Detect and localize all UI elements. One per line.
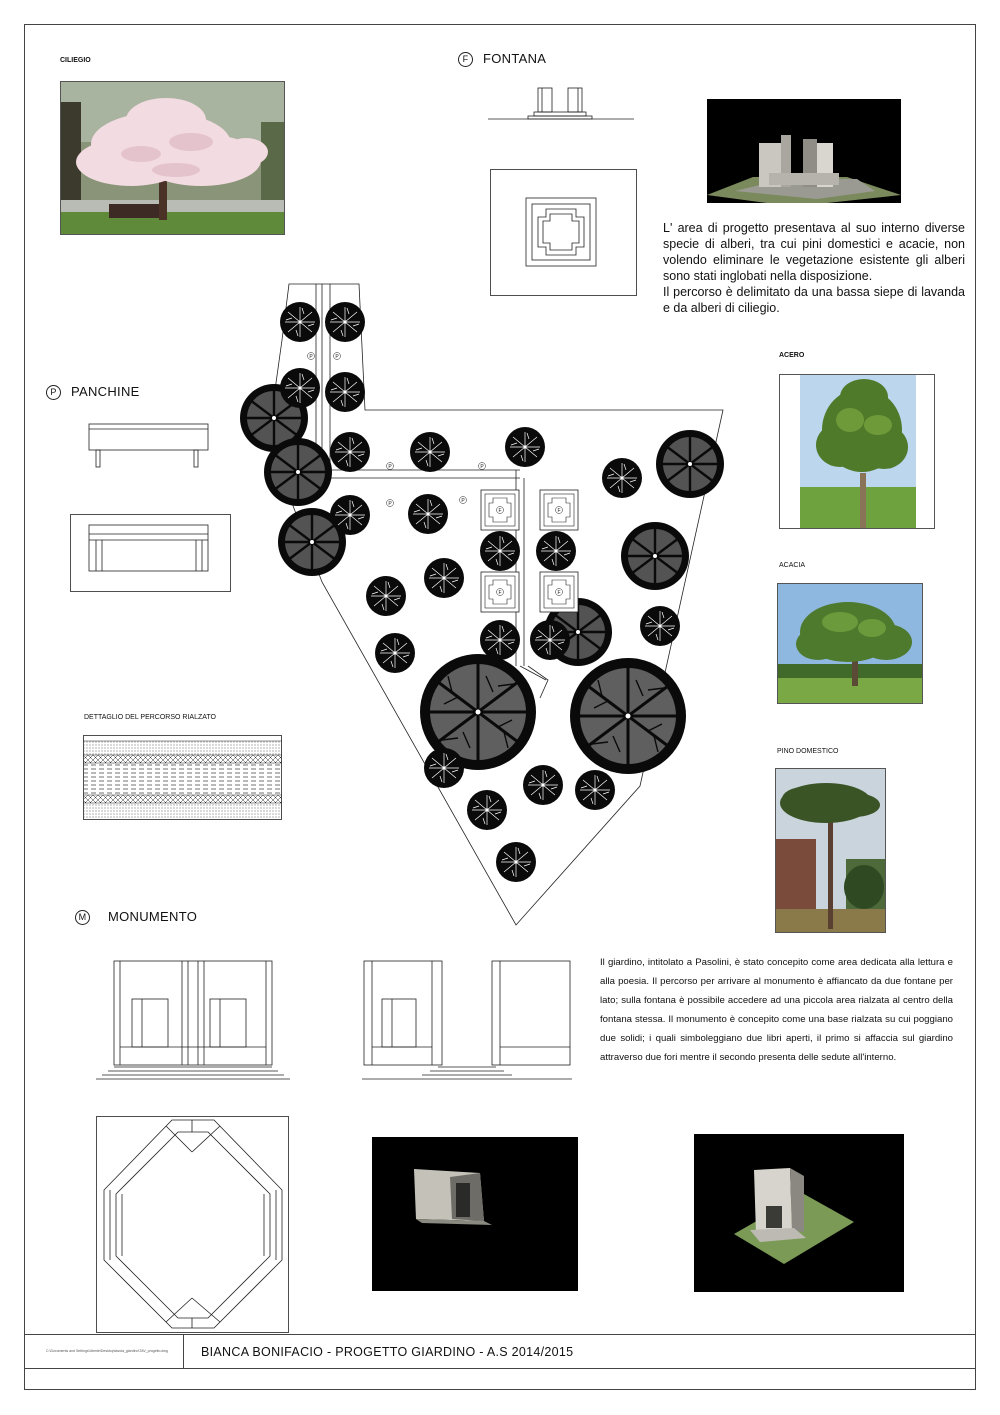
footer-title: BIANCA BONIFACIO - PROGETTO GIARDINO - A.S 2014/2015 [201,1345,574,1359]
monumento-render-1-art [372,1137,578,1291]
monumento-render-2 [694,1134,904,1292]
fontana-title: FONTANA [483,51,547,66]
monumento-title: MONUMENTO [108,909,198,924]
acero-label: ACERO [779,352,805,359]
plan-marker [387,463,394,471]
plan-marker [308,353,315,361]
svg-text:P: P [388,501,392,507]
monumento-elevation-side [362,959,572,1081]
footer-separator [183,1334,184,1368]
monumento-heading [75,909,197,925]
area-description-text: L' area di progetto presentava al suo interno diverse specie di alberi, tra cui pini domestici e acacie, non volendo eliminare le vegetazione esistente gli alberi sono stati inglobati nella disposizione. [663,221,965,283]
monumento-render-2-art [694,1134,904,1292]
svg-text:F: F [557,508,561,514]
plan-marker [479,463,486,471]
svg-text:F: F [498,508,502,514]
panchine-title: PANCHINE [71,384,140,399]
svg-text:P: P [461,498,465,504]
svg-text:F: F [557,590,561,596]
pino-label: PINO DOMESTICO [777,748,839,755]
monumento-render-1 [372,1137,578,1291]
svg-text:P: P [309,354,313,360]
plan-marker [387,500,394,508]
svg-text:P: P [480,464,484,470]
monumento-elevation-front [96,959,292,1081]
panchine-symbol: P [46,385,61,400]
dettaglio-label: DETTAGLIO DEL PERCORSO RIALZATO [84,714,216,721]
svg-text:P: P [335,354,339,360]
plan-marker [334,353,341,361]
percorso-description-text: Il percorso è delimitato da una bassa siepe di lavanda e da alberi di ciliegio. [663,285,965,315]
monumento-plan-drawing [96,1116,290,1336]
ciliegio-label: CILIEGIO [60,57,91,64]
giardino-description: Il giardino, intitolato a Pasolini, è stato concepito come area dedicata alla lettura e alla poesia. Il percorso per arrivare al monumento è affiancato da due fontane per lato; sulla fontana è possibile accedere ad una piccola area rialzata al centro della fontana stessa. Il monumento è concepito come una base rialzata su cui poggiano due solidi; i quali simboleggiano due libri aperti, il primo si affaccia sul giardino attraverso due fori mentre il secondo presenta delle sedute all'interno. [600,957,953,1063]
footer-bottom-divider [24,1368,976,1369]
file-path: C:\Documents and Settings\Utente\Desktop\tavola_giardino\TAV_progetto.dwg [46,1349,168,1353]
svg-text:P: P [388,464,392,470]
monumento-symbol: M [75,910,90,925]
acacia-label: ACACIA [779,562,806,569]
plan-marker [460,497,467,505]
svg-text:F: F [498,590,502,596]
fontana-symbol: F [458,52,473,67]
